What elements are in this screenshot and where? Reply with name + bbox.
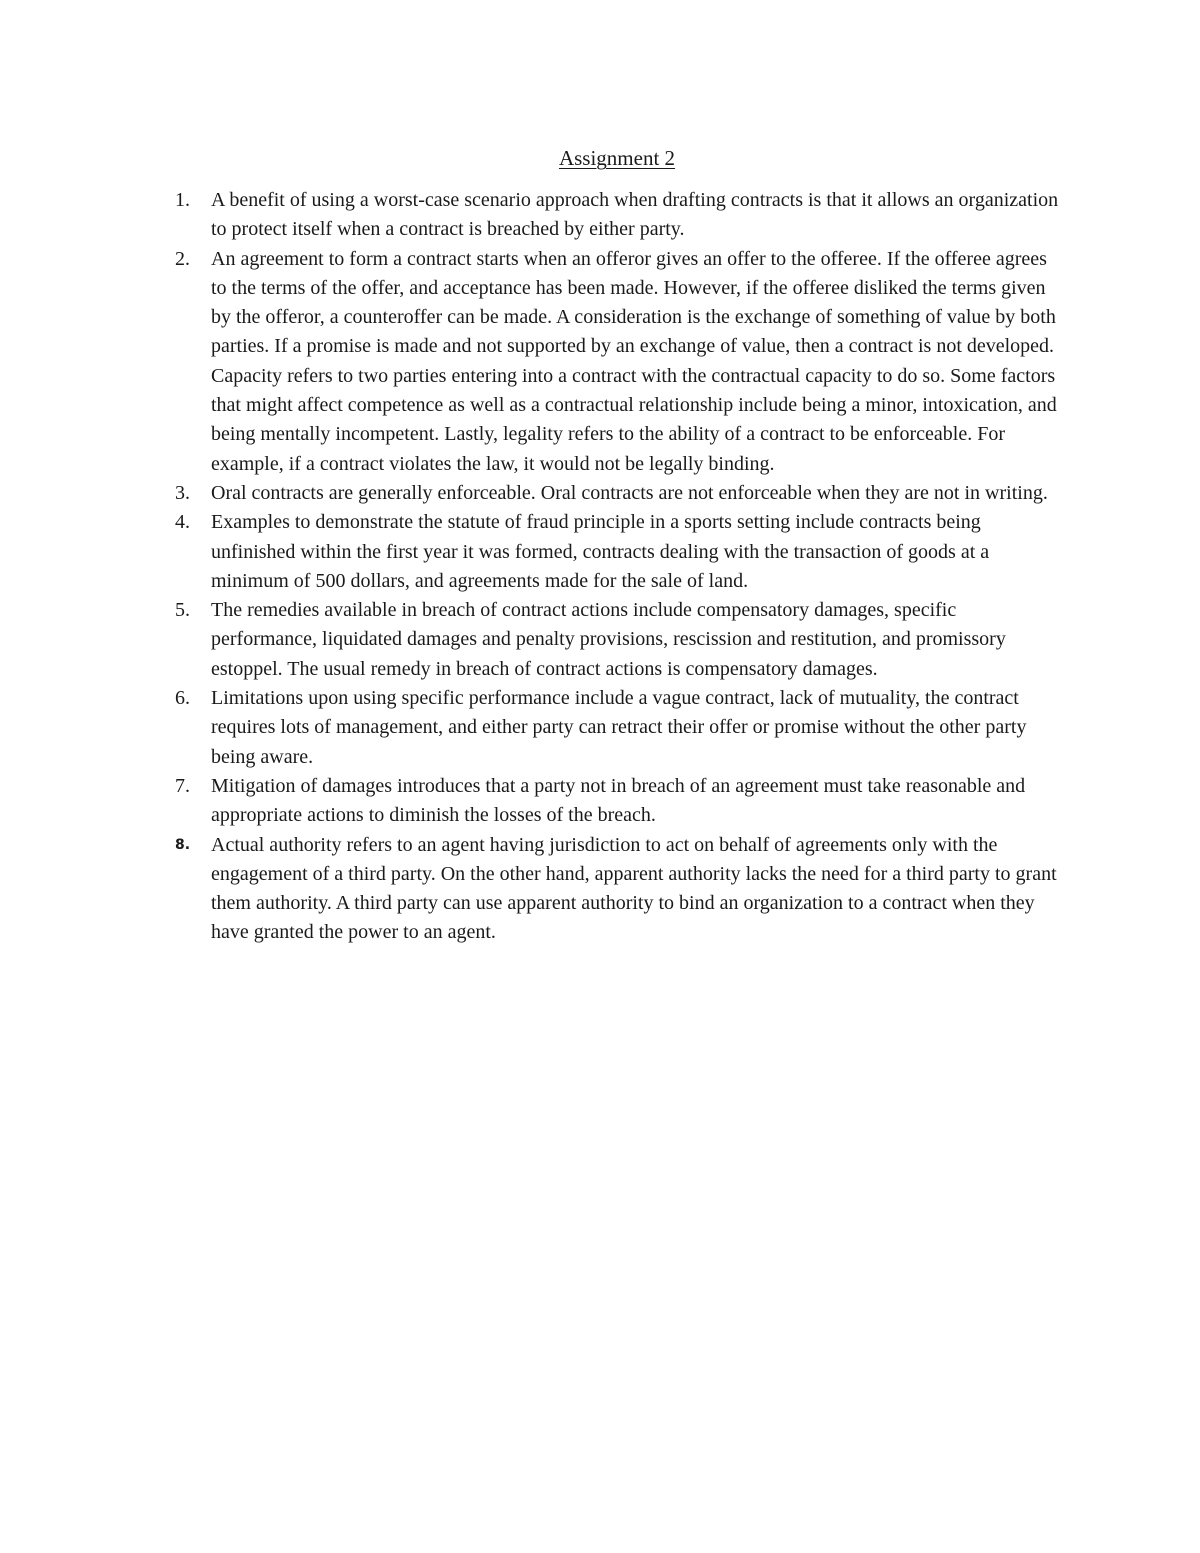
list-item-text: The remedies available in breach of contract actions include compensatory damages, specific performance, liquidated damages and penalty provisions, rescission and restitution, and promissory estoppel. The usual remedy in breach of contract actions is compensatory damages. <box>211 599 1006 680</box>
list-item-text: Limitations upon using specific performance include a vague contract, lack of mutuality, the contract requires lots of management, and either party can retract their offer or promise without the other party being aware. <box>211 687 1027 768</box>
list-item-number: 4. <box>175 511 190 534</box>
list-item-number: 5. <box>175 599 190 622</box>
list-item-text: Actual authority refers to an agent having jurisdiction to act on behalf of agreements only with the engagement of a third party. On the other hand, apparent authority lacks the need for a third party to grant them authority. A third party can use apparent authority to bind an organization to a contract when they have granted the power to an agent. <box>211 833 1057 944</box>
list-item-1 <box>0 186 1059 245</box>
document-title: Assignment 2 <box>558 146 676 170</box>
list-item-text: An agreement to form a contract starts when an offeror gives an offer to the offeree. If the offeree agrees to the terms of the offer, and acceptance has been made. However, if the offeree disliked the terms given by the offeror, a counteroffer can be made. A consideration is the exchange of something of value by both parties. If a promise is made and not supported by an exchange of value, then a contract is not developed. Capacity refers to two parties entering into a contract with the contractual capacity to do so. Some factors that might affect competence as well as a contractual relationship include being a minor, intoxication, and being mentally incompetent. Lastly, legality refers to the ability of a contract to be enforceable. For example, if a contract violates the law, it would not be legally binding. <box>211 247 1057 475</box>
list-item-7 <box>0 772 1059 831</box>
list-item-text: Oral contracts are generally enforceable. Oral contracts are not enforceable when they are not in writing. <box>211 481 1048 504</box>
list-item-3 <box>0 479 1059 508</box>
list-item-number: 3. <box>175 481 190 504</box>
list-item-number: 6. <box>175 687 190 710</box>
list-item-4 <box>0 508 1059 596</box>
list-item-number: 7. <box>175 774 190 797</box>
list-item-8 <box>0 831 1059 948</box>
list-item-number: 8. <box>175 836 191 853</box>
list-item-number: 2. <box>175 247 190 270</box>
list-item-text: Examples to demonstrate the statute of fraud principle in a sports setting include contracts being unfinished within the first year it was formed, contracts dealing with the transaction of goods at a minimum of 500 dollars, and agreements made for the sale of land. <box>211 511 990 592</box>
list-item-number: 1. <box>175 189 190 211</box>
answer-list <box>0 186 1200 948</box>
list-item-6 <box>0 684 1059 772</box>
list-item-5 <box>0 596 1059 684</box>
list-item-text: A benefit of using a worst-case scenario approach when drafting contracts is that it allows an organization to protect itself when a contract is breached by either party. <box>211 189 1059 241</box>
list-item-text: Mitigation of damages introduces that a party not in breach of an agreement must take reasonable and appropriate actions to diminish the losses of the breach. <box>211 774 1026 827</box>
list-item-2 <box>0 245 1059 479</box>
